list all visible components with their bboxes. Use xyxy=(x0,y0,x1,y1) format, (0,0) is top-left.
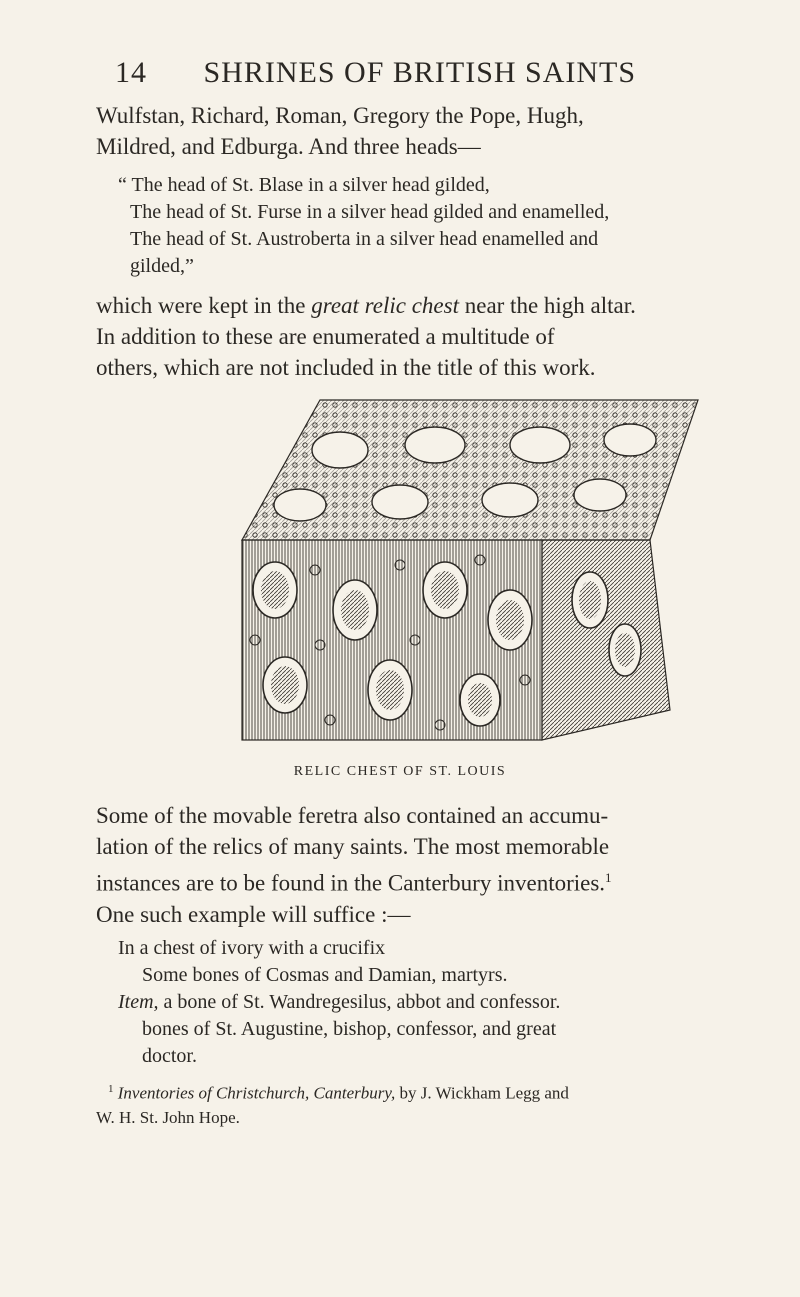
italic-phrase: Inventories of Christchurch, Canterbury, xyxy=(117,1083,396,1103)
text-line: In addition to these are enumerated a multitude of xyxy=(96,324,555,349)
paragraph-3 xyxy=(96,800,736,930)
figure-caption: RELIC CHEST OF ST. LOUIS xyxy=(293,764,507,779)
quote-line: The head of St. Furse in a silver head gilded and enamelled, xyxy=(130,201,610,223)
running-header xyxy=(115,56,715,90)
footnote-line xyxy=(96,1077,736,1106)
paragraph-2 xyxy=(96,290,736,383)
text-line: Some of the movable feretra also contained an accumu- xyxy=(96,803,609,828)
list-line xyxy=(118,989,758,1016)
block-quote-heads xyxy=(118,172,738,280)
quote-line: “ The head of St. Blase in a silver head gilded, xyxy=(118,174,490,196)
text-line: lation of the relics of many saints. The most memorable xyxy=(96,834,610,859)
quote-line: The head of St. Austroberta in a silver head enamelled and xyxy=(130,228,599,250)
relic-chest-illustration xyxy=(230,390,700,755)
italic-phrase: great relic chest xyxy=(311,293,459,318)
quote-line: gilded,” xyxy=(130,255,194,277)
text-line: others, which are not included in the title of this work. xyxy=(96,355,596,380)
text-line: Wulfstan, Richard, Roman, Gregory the Pope, Hugh, xyxy=(96,103,584,128)
list-line: Some bones of Cosmas and Damian, martyrs. xyxy=(142,964,508,986)
footnote xyxy=(96,1077,736,1130)
text-line: One such example will suffice :— xyxy=(96,901,411,927)
list-line: bones of St. Augustine, bishop, confessor, and great xyxy=(142,1018,557,1040)
text-span: near the high altar. xyxy=(458,293,636,318)
list-line: In a chest of ivory with a crucifix xyxy=(118,937,386,959)
footnote-number: 1 xyxy=(108,1083,114,1095)
text-span: by J. Wickham Legg and xyxy=(395,1083,569,1103)
italic-phrase: Item, xyxy=(118,991,159,1013)
chest-side xyxy=(542,540,670,740)
relic-list xyxy=(118,935,758,1070)
paragraph-1 xyxy=(96,100,736,162)
text-line xyxy=(96,862,736,899)
list-line: doctor. xyxy=(142,1045,197,1067)
text-span: which were kept in the xyxy=(96,293,312,318)
text-span: a bone of St. Wandregesilus, abbot and confessor. xyxy=(158,991,561,1013)
running-title: SHRINES OF BRITISH SAINTS xyxy=(203,56,637,89)
text-line xyxy=(96,290,736,321)
page-number: 14 xyxy=(115,56,147,89)
text-span: instances are to be found in the Canterbury inventories. xyxy=(96,870,606,896)
text-line: Mildred, and Edburga. And three heads— xyxy=(96,134,481,159)
footnote-line: W. H. St. John Hope. xyxy=(96,1107,240,1127)
footnote-marker: 1 xyxy=(605,870,612,885)
